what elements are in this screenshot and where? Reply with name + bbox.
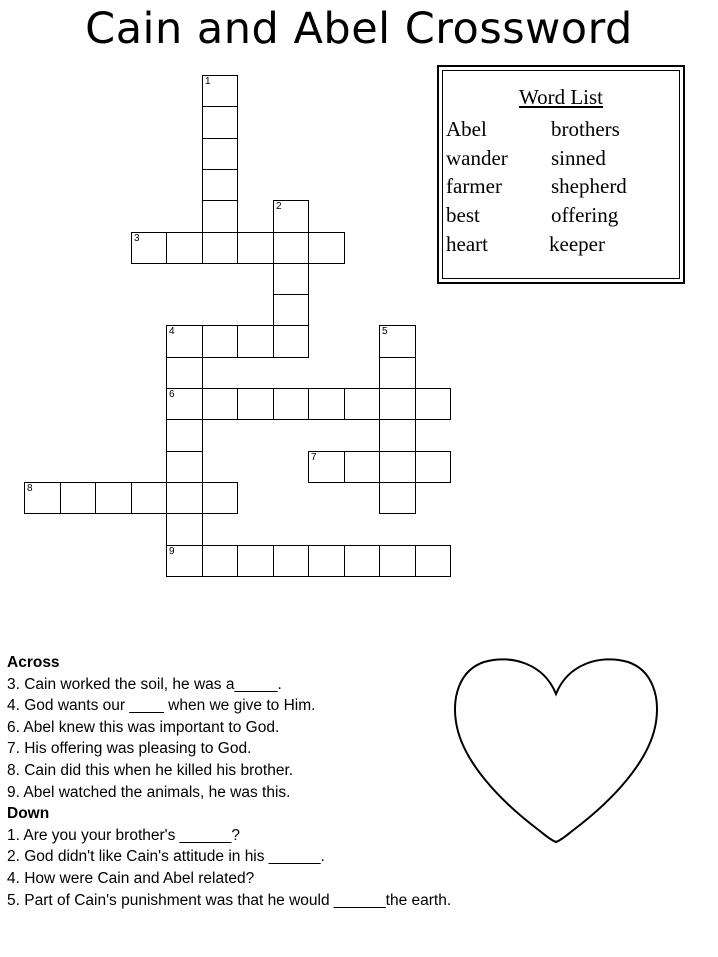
down-clue: 5. Part of Cain's punishment was that he would ______the earth. — [7, 891, 452, 909]
across-clue: 3. Cain worked the soil, he was a_____. — [7, 675, 282, 693]
crossword-cell[interactable] — [202, 232, 238, 264]
crossword-cell[interactable] — [202, 388, 238, 420]
crossword-cell[interactable] — [95, 482, 132, 514]
crossword-cell[interactable] — [273, 545, 309, 577]
crossword-cell[interactable] — [166, 419, 203, 452]
crossword-cell[interactable] — [273, 388, 309, 420]
clue-number: 7 — [311, 452, 317, 463]
crossword-cell[interactable] — [379, 419, 416, 452]
across-clue: 7. His offering was pleasing to God. — [7, 740, 252, 758]
down-header: Down — [7, 805, 50, 823]
word-list-item: best — [446, 203, 480, 227]
clue-number: 2 — [276, 201, 282, 212]
word-list-inner-border — [442, 70, 680, 279]
crossword-cell[interactable] — [131, 232, 167, 264]
word-list-item: wander — [446, 146, 508, 170]
crossword-cell[interactable] — [273, 263, 309, 295]
crossword-cell[interactable] — [415, 388, 451, 420]
word-list-item: keeper — [549, 232, 605, 256]
across-clue: 8. Cain did this when he killed his brother. — [7, 761, 294, 779]
crossword-cell[interactable] — [237, 388, 274, 420]
crossword-cell[interactable] — [166, 513, 203, 546]
crossword-cell[interactable] — [273, 294, 309, 326]
down-clue: 1. Are you your brother's ______? — [7, 826, 241, 844]
clue-number: 8 — [27, 483, 33, 494]
across-clue: 9. Abel watched the animals, he was this. — [7, 783, 291, 801]
crossword-cell[interactable] — [166, 451, 203, 483]
crossword-cell[interactable] — [166, 325, 203, 358]
word-list-item: shepherd — [551, 174, 627, 198]
clue-number: 6 — [169, 389, 175, 400]
down-clue: 4. How were Cain and Abel related? — [7, 869, 255, 887]
across-header: Across — [7, 654, 60, 671]
crossword-cell[interactable] — [166, 357, 203, 389]
word-list-item: Abel — [446, 117, 487, 141]
crossword-cell[interactable] — [379, 357, 416, 389]
crossword-cell[interactable] — [379, 325, 416, 358]
word-list-item: farmer — [446, 174, 502, 198]
crossword-cell[interactable] — [379, 451, 416, 483]
word-list-item: sinned — [551, 146, 606, 170]
crossword-cell[interactable] — [308, 388, 345, 420]
crossword-cell[interactable] — [237, 545, 274, 577]
crossword-cell[interactable] — [60, 482, 96, 514]
crossword-cell[interactable] — [308, 232, 345, 264]
word-list-item: heart — [446, 232, 488, 256]
crossword-cell[interactable] — [379, 482, 416, 514]
crossword-cell[interactable] — [202, 545, 238, 577]
down-clue: 2. God didn't like Cain's attitude in his ______. — [7, 848, 325, 866]
crossword-cell[interactable] — [308, 545, 345, 577]
clue-number: 9 — [169, 546, 175, 557]
crossword-cell[interactable] — [379, 545, 416, 577]
word-list-box — [437, 65, 685, 284]
crossword-cell[interactable] — [344, 388, 380, 420]
crossword-cell[interactable] — [308, 451, 345, 483]
crossword-cell[interactable] — [273, 232, 309, 264]
crossword-cell[interactable] — [166, 545, 203, 577]
crossword-cell[interactable] — [344, 545, 380, 577]
heart-icon — [452, 652, 660, 844]
crossword-cell[interactable] — [202, 138, 238, 170]
across-clue: 6. Abel knew this was important to God. — [7, 718, 280, 736]
crossword-cell[interactable] — [273, 325, 309, 358]
clue-number: 1 — [205, 76, 211, 87]
crossword-cell[interactable] — [24, 482, 61, 514]
crossword-cell[interactable] — [415, 545, 451, 577]
crossword-cell[interactable] — [344, 451, 380, 483]
clue-number: 5 — [382, 326, 388, 337]
crossword-cell[interactable] — [202, 325, 238, 358]
crossword-cell[interactable] — [237, 232, 274, 264]
crossword-cell[interactable] — [202, 106, 238, 139]
crossword-cell[interactable] — [202, 200, 238, 233]
page-title: Cain and Abel Crossword — [85, 4, 633, 54]
crossword-cell[interactable] — [166, 232, 203, 264]
crossword-cell[interactable] — [415, 451, 451, 483]
across-clue: 4. God wants our ____ when we give to Him. — [7, 697, 316, 715]
crossword-cell[interactable] — [379, 388, 416, 420]
crossword-cell[interactable] — [202, 75, 238, 107]
word-list-item: brothers — [551, 117, 620, 141]
crossword-cell[interactable] — [166, 482, 203, 514]
crossword-cell[interactable] — [131, 482, 167, 514]
crossword-cell[interactable] — [273, 200, 309, 233]
crossword-cell[interactable] — [166, 388, 203, 420]
clue-number: 3 — [134, 233, 140, 244]
word-list-title: Word List — [518, 85, 604, 109]
crossword-cell[interactable] — [237, 325, 274, 358]
crossword-cell[interactable] — [202, 482, 238, 514]
clue-number: 4 — [169, 326, 175, 337]
crossword-cell[interactable] — [202, 169, 238, 201]
word-list-item: offering — [551, 203, 619, 227]
